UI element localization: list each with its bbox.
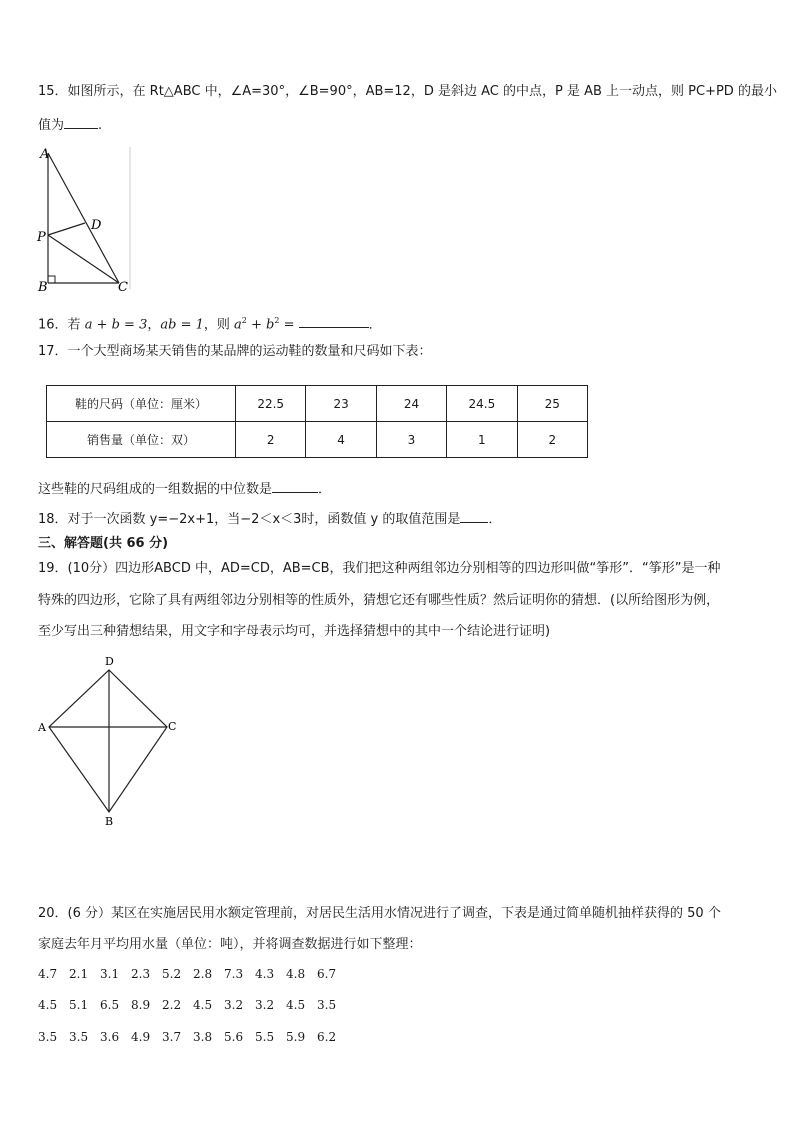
table-cell: 24.5	[447, 386, 517, 422]
data-value: 2.8	[193, 967, 213, 981]
q15-line2-suffix: .	[98, 118, 103, 133]
q17-line2-prefix: 这些鞋的尺码组成的一组数据的中位数是	[38, 482, 273, 497]
shoe-size-table	[46, 385, 588, 458]
table-cell: 25	[517, 386, 587, 422]
data-value: 3.5	[69, 1030, 89, 1044]
q16-expr3-a: a	[234, 317, 242, 333]
data-value: 2.2	[162, 998, 182, 1012]
data-row	[38, 967, 348, 981]
data-value: 4.5	[286, 998, 306, 1012]
table-row	[47, 422, 588, 458]
q18-prefix: 18．对于一次函数 y=−2x+1，当−2＜x＜3时，函数值 y 的取值范围是	[38, 512, 461, 527]
segment-pc	[48, 235, 119, 283]
q19-kite-figure	[34, 652, 184, 832]
data-row	[38, 998, 348, 1012]
data-row	[38, 1030, 348, 1044]
q19-line1: 19．(10分）四边形ABCD 中，AD=CD，AB=CB，我们把这种两组邻边分别相等的四边形叫做“筝形”．“筝形”是一种	[38, 561, 721, 576]
data-value: 6.2	[317, 1030, 337, 1044]
segment-pd	[48, 223, 85, 235]
q18-suffix: ．	[488, 512, 502, 527]
right-angle-mark	[48, 276, 55, 283]
data-value: 5.5	[255, 1030, 275, 1044]
table-cell: 2	[236, 422, 306, 458]
data-value: 5.1	[69, 998, 89, 1012]
data-value: 7.3	[224, 967, 244, 981]
q16-prefix: 16．若	[38, 317, 85, 333]
table-cell: 3	[376, 422, 446, 458]
data-value: 3.7	[162, 1030, 182, 1044]
q15-line1: 15．如图所示，在 Rt△ABC 中，∠A=30°，∠B=90°，AB=12，D 是斜边 AC 的中点，P 是 AB 上一动点，则 PC+PD 的最小	[38, 84, 777, 99]
data-value: 5.2	[162, 967, 182, 981]
label-a: A	[38, 721, 46, 734]
q16-line	[38, 311, 382, 335]
data-value: 6.5	[100, 998, 120, 1012]
q19-line2: 特殊的四边形，它除了具有两组邻边分别相等的性质外，猜想它还有哪些性质？然后证明你的猜想．(以所给图形为例，	[38, 593, 720, 608]
q15-answer-blank[interactable]	[64, 114, 98, 129]
data-value: 4.9	[131, 1030, 151, 1044]
q17-line2	[38, 478, 331, 500]
q16-mid: ，则	[203, 317, 235, 333]
data-value: 3.1	[100, 967, 120, 981]
q16-sep: ，	[147, 317, 161, 333]
q18-answer-blank[interactable]	[460, 508, 488, 523]
label-b: B	[38, 280, 48, 295]
table-cell: 2	[517, 422, 587, 458]
kite-outline	[49, 670, 167, 812]
q15-line2	[38, 114, 102, 136]
table-cell: 4	[306, 422, 376, 458]
q18-line	[38, 508, 501, 530]
q16-answer-blank[interactable]	[299, 313, 369, 328]
q16-exp-b: 2	[274, 316, 280, 325]
data-value: 3.5	[38, 1030, 58, 1044]
data-value: 3.5	[317, 998, 337, 1012]
q16-eq: =	[279, 317, 295, 333]
label-p: P	[37, 230, 46, 245]
data-value: 4.3	[255, 967, 275, 981]
label-c: C	[168, 720, 177, 733]
q20-line1: 20．(6 分）某区在实施居民用水额定管理前，对居民生活用水情况进行了调查，下表是通过简单随机抽样获得的 50 个	[38, 906, 721, 921]
label-d: D	[105, 655, 114, 668]
data-value: 3.6	[100, 1030, 120, 1044]
q16-exp-a: 2	[241, 316, 247, 325]
table-cell: 23	[306, 386, 376, 422]
data-value: 4.5	[38, 998, 58, 1012]
q16-expr1: a + b = 3	[84, 317, 148, 333]
label-d: D	[91, 218, 102, 233]
data-value: 8.9	[131, 998, 151, 1012]
q17-line1: 17．一个大型商场某天销售的某品牌的运动鞋的数量和尺码如下表：	[38, 344, 432, 359]
label-c: C	[118, 280, 128, 295]
data-value: 2.3	[131, 967, 151, 981]
q20-line2: 家庭去年月平均用水量（单位：吨），并将调查数据进行如下整理：	[38, 937, 422, 952]
data-value: 4.5	[193, 998, 213, 1012]
q19-line3: 至少写出三种猜想结果，用文字和字母表示均可，并选择猜想中的其中一个结论进行证明)	[38, 624, 551, 639]
data-value: 3.8	[193, 1030, 213, 1044]
data-value: 5.6	[224, 1030, 244, 1044]
q16-expr3-plus-b: + b	[246, 317, 275, 333]
q17-answer-blank[interactable]	[272, 478, 318, 493]
segment-ac	[48, 153, 119, 283]
q16-suffix: ．	[368, 317, 382, 333]
table-row	[47, 386, 588, 422]
data-value: 4.7	[38, 967, 58, 981]
q17-line2-suffix: ．	[318, 482, 332, 497]
table-cell: 1	[447, 422, 517, 458]
q16-expr2: ab = 1	[160, 317, 204, 333]
table-header-sales: 销售量（单位：双）	[47, 422, 236, 458]
data-value: 3.2	[255, 998, 275, 1012]
table-header-size: 鞋的尺码（单位：厘米）	[47, 386, 236, 422]
data-value: 4.8	[286, 967, 306, 981]
data-value: 6.7	[317, 967, 337, 981]
data-value: 3.2	[224, 998, 244, 1012]
data-value: 2.1	[69, 967, 89, 981]
table-cell: 22.5	[236, 386, 306, 422]
label-a: A	[40, 147, 50, 162]
label-b: B	[105, 815, 114, 828]
section-title: 三、解答题(共 66 分)	[38, 536, 169, 551]
table-cell: 24	[376, 386, 446, 422]
data-value: 5.9	[286, 1030, 306, 1044]
q15-line2-prefix: 值为	[38, 118, 65, 133]
q15-triangle-figure	[34, 143, 134, 295]
